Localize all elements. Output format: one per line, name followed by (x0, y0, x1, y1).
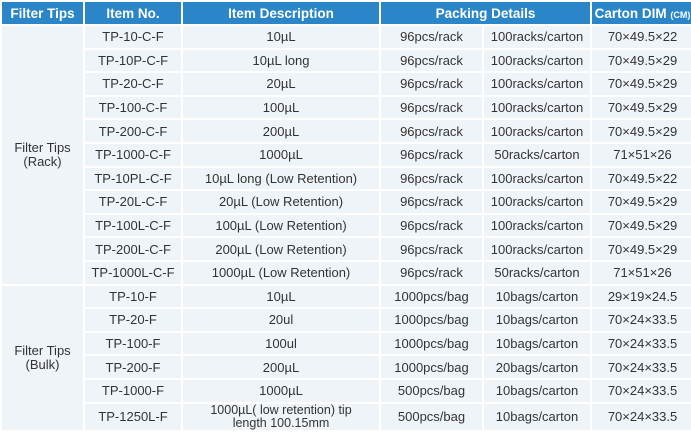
item-no-cell: TP-20L-C-F (85, 191, 181, 213)
packing-cell: 96pcs/rack (381, 168, 482, 190)
carton-dim-cell: 70×49.5×29 (592, 97, 691, 119)
carton-dim-cell: 70×49.5×29 (592, 191, 691, 213)
packing-cell: 96pcs/rack (381, 191, 482, 213)
description-cell: 200µL (183, 120, 379, 142)
item-no-cell: TP-100L-C-F (85, 215, 181, 237)
carton-qty-cell: 10bags/carton (484, 333, 590, 355)
carton-dim-cell: 70×24×33.5 (592, 333, 691, 355)
packing-cell: 96pcs/rack (381, 97, 482, 119)
description-cell: 100ul (183, 333, 379, 355)
carton-dim-cell: 70×24×33.5 (592, 309, 691, 331)
description-cell: 100µL (183, 97, 379, 119)
carton-dim-cell: 70×49.5×22 (592, 26, 691, 48)
item-no-cell: TP-100-F (85, 333, 181, 355)
carton-dim-label: Carton DIM (594, 5, 667, 21)
packing-cell: 1000pcs/bag (381, 356, 482, 378)
table-row (2, 309, 691, 331)
carton-qty-cell: 100racks/carton (484, 50, 590, 72)
header-carton-dim (592, 2, 691, 24)
packing-cell: 1000pcs/bag (381, 333, 482, 355)
carton-qty-cell: 10bags/carton (484, 380, 590, 402)
packing-cell: 96pcs/rack (381, 238, 482, 260)
carton-qty-cell: 20bags/carton (484, 356, 590, 378)
carton-qty-cell: 100racks/carton (484, 73, 590, 95)
packing-cell: 500pcs/bag (381, 404, 482, 430)
packing-cell: 96pcs/rack (381, 50, 482, 72)
carton-qty-cell: 50racks/carton (484, 262, 590, 284)
carton-dim-cell: 70×49.5×29 (592, 50, 691, 72)
description-cell: 20µL (183, 73, 379, 95)
carton-dim-cell: 70×24×33.5 (592, 380, 691, 402)
packing-cell: 96pcs/rack (381, 215, 482, 237)
description-cell: 10µL long (Low Retention) (183, 168, 379, 190)
packing-cell: 96pcs/rack (381, 144, 482, 166)
description-cell: 200µL (183, 356, 379, 378)
description-cell: 20ul (183, 309, 379, 331)
item-no-cell: TP-20-F (85, 309, 181, 331)
carton-dim-unit: (CM) (670, 9, 691, 20)
carton-qty-cell: 10bags/carton (484, 286, 590, 308)
table-row (2, 333, 691, 355)
packing-cell: 96pcs/rack (381, 120, 482, 142)
packing-cell: 96pcs/rack (381, 262, 482, 284)
description-cell: 1000µL (183, 144, 379, 166)
item-no-cell: TP-1250L-F (85, 404, 181, 430)
table-row (2, 97, 691, 119)
header-filter-tips: Filter Tips (2, 2, 83, 24)
carton-dim-cell: 70×49.5×22 (592, 168, 691, 190)
description-cell: 1000µL (Low Retention) (183, 262, 379, 284)
carton-qty-cell: 100racks/carton (484, 215, 590, 237)
item-no-cell: TP-10PL-C-F (85, 168, 181, 190)
table-row (2, 380, 691, 402)
carton-dim-cell: 70×49.5×29 (592, 215, 691, 237)
table-row (2, 286, 691, 308)
table-row (2, 168, 691, 190)
item-no-cell: TP-1000-F (85, 380, 181, 402)
carton-dim-cell: 70×24×33.5 (592, 404, 691, 430)
packing-cell: 1000pcs/bag (381, 286, 482, 308)
carton-qty-cell: 100racks/carton (484, 168, 590, 190)
carton-qty-cell: 100racks/carton (484, 26, 590, 48)
carton-qty-cell: 10bags/carton (484, 309, 590, 331)
table-row (2, 191, 691, 213)
item-no-cell: TP-10-F (85, 286, 181, 308)
table-row (2, 50, 691, 72)
item-no-cell: TP-10-C-F (85, 26, 181, 48)
carton-qty-cell: 10bags/carton (484, 404, 590, 430)
description-cell: 1000µL( low retention) tip length 100.15mm (183, 404, 379, 430)
item-no-cell: TP-1000-C-F (85, 144, 181, 166)
item-no-cell: TP-200-C-F (85, 120, 181, 142)
description-cell: 10µL (183, 26, 379, 48)
header-item-no: Item No. (85, 2, 181, 24)
carton-dim-cell: 71×51×26 (592, 144, 691, 166)
item-no-cell: TP-100-C-F (85, 97, 181, 119)
carton-dim-cell: 70×49.5×29 (592, 238, 691, 260)
item-no-cell: TP-200L-C-F (85, 238, 181, 260)
table-row (2, 215, 691, 237)
item-no-cell: TP-10P-C-F (85, 50, 181, 72)
header-packing-details: Packing Details (381, 2, 590, 24)
table-row (2, 238, 691, 260)
item-no-cell: TP-1000L-C-F (85, 262, 181, 284)
carton-dim-cell: 70×49.5×29 (592, 120, 691, 142)
carton-qty-cell: 100racks/carton (484, 120, 590, 142)
table-row (2, 144, 691, 166)
table-row (2, 404, 691, 430)
table-row (2, 26, 691, 48)
group-label-bulk: Filter Tips (Bulk) (2, 286, 83, 430)
packing-cell: 1000pcs/bag (381, 309, 482, 331)
carton-qty-cell: 50racks/carton (484, 144, 590, 166)
carton-dim-cell: 29×19×24.5 (592, 286, 691, 308)
description-cell: 1000µL (183, 380, 379, 402)
header-row (2, 2, 691, 24)
carton-qty-cell: 100racks/carton (484, 238, 590, 260)
description-cell: 200µL (Low Retention) (183, 238, 379, 260)
carton-dim-cell: 70×49.5×29 (592, 73, 691, 95)
carton-dim-cell: 70×24×33.5 (592, 356, 691, 378)
item-no-cell: TP-200-F (85, 356, 181, 378)
packing-cell: 500pcs/bag (381, 380, 482, 402)
carton-dim-cell: 71×51×26 (592, 262, 691, 284)
carton-qty-cell: 100racks/carton (484, 191, 590, 213)
table-row (2, 262, 691, 284)
table-row (2, 73, 691, 95)
description-cell: 100µL (Low Retention) (183, 215, 379, 237)
description-cell: 10µL long (183, 50, 379, 72)
description-cell: 10µL (183, 286, 379, 308)
packing-cell: 96pcs/rack (381, 26, 482, 48)
item-no-cell: TP-20-C-F (85, 73, 181, 95)
description-cell: 20µL (Low Retention) (183, 191, 379, 213)
table-row (2, 120, 691, 142)
carton-qty-cell: 100racks/carton (484, 97, 590, 119)
table-row (2, 356, 691, 378)
packing-cell: 96pcs/rack (381, 73, 482, 95)
header-item-description: Item Description (183, 2, 379, 24)
group-label-rack: Filter Tips (Rack) (2, 26, 83, 284)
